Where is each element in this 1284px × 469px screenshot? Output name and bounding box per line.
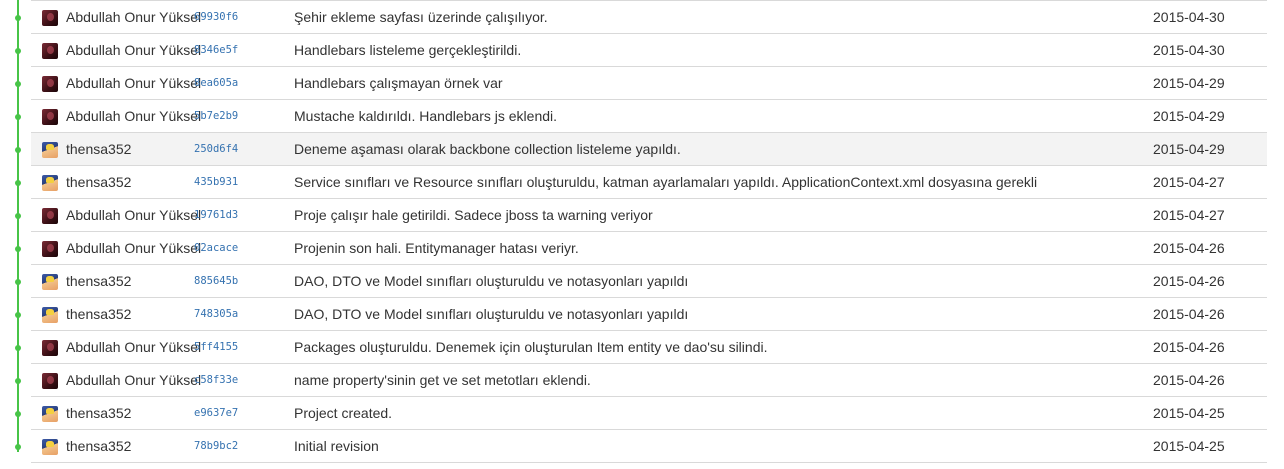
commit-row[interactable]: [0, 166, 1284, 199]
author-avatar[interactable]: [42, 307, 58, 323]
commit-date: 2015-04-27: [1153, 174, 1225, 190]
commit-author[interactable]: Abdullah Onur Yüksel: [66, 240, 202, 256]
commit-author[interactable]: thensa352: [66, 174, 132, 190]
commit-hash-link[interactable]: 8346e5f: [194, 44, 239, 56]
commit-hash-link[interactable]: 748305a: [194, 308, 239, 320]
commit-author[interactable]: thensa352: [66, 273, 132, 289]
commit-hash-link[interactable]: 435b931: [194, 176, 239, 188]
commit-message: Handlebars çalışmayan örnek var: [294, 75, 503, 91]
commit-author[interactable]: Abdullah Onur Yüksel: [66, 339, 202, 355]
commit-graph-dot: [15, 444, 21, 450]
commit-hash-link[interactable]: 885645b: [194, 275, 239, 287]
author-avatar[interactable]: [42, 43, 58, 59]
commit-message: Packages oluşturuldu. Denemek için oluşturulan Item entity ve dao'su silindi.: [294, 339, 768, 355]
commit-message: DAO, DTO ve Model sınıfları oluşturuldu ve notasyonları yapıldı: [294, 306, 689, 322]
commit-date: 2015-04-29: [1153, 141, 1225, 157]
commit-graph-dot: [15, 213, 21, 219]
commit-hash-link[interactable]: 78b9bc2: [194, 440, 239, 452]
commit-date: 2015-04-26: [1153, 372, 1225, 388]
commit-row[interactable]: [0, 298, 1284, 331]
commit-message: Initial revision: [294, 438, 379, 454]
commit-author[interactable]: Abdullah Onur Yüksel: [66, 75, 202, 91]
commit-hash-link[interactable]: 8ea605a: [194, 77, 239, 89]
commit-date: 2015-04-30: [1153, 42, 1225, 58]
author-avatar[interactable]: [42, 241, 58, 257]
commit-message: Deneme aşaması olarak backbone collection listeleme yapıldı.: [294, 141, 681, 157]
commit-row[interactable]: [0, 430, 1284, 463]
author-avatar[interactable]: [42, 373, 58, 389]
commit-row[interactable]: [0, 265, 1284, 298]
author-avatar[interactable]: [42, 340, 58, 356]
commit-date: 2015-04-25: [1153, 438, 1225, 454]
commit-graph-dot: [15, 48, 21, 54]
commit-graph-dot: [15, 246, 21, 252]
commit-graph-dot: [15, 345, 21, 351]
author-avatar[interactable]: [42, 109, 58, 125]
commit-hash-link[interactable]: 02acace: [194, 242, 239, 254]
commit-message: Projenin son hali. Entitymanager hatası veriyr.: [294, 240, 579, 256]
commit-row[interactable]: [0, 100, 1284, 133]
commit-date: 2015-04-29: [1153, 75, 1225, 91]
author-avatar[interactable]: [42, 274, 58, 290]
commit-row[interactable]: [0, 397, 1284, 430]
commit-date: 2015-04-29: [1153, 108, 1225, 124]
commit-date: 2015-04-25: [1153, 405, 1225, 421]
commit-graph-dot: [15, 15, 21, 21]
commit-author[interactable]: thensa352: [66, 405, 132, 421]
commit-graph-dot: [15, 114, 21, 120]
commit-message: Service sınıfları ve Resource sınıfları oluşturuldu, katman ayarlamaları yapıldı. ApplicationContext.xml dosyasına gerekli: [294, 174, 1038, 190]
commit-message: Project created.: [294, 405, 393, 421]
author-avatar[interactable]: [42, 142, 58, 158]
commit-graph-dot: [15, 279, 21, 285]
commit-row[interactable]: [0, 67, 1284, 100]
author-avatar[interactable]: [42, 406, 58, 422]
commit-date: 2015-04-27: [1153, 207, 1225, 223]
commit-author[interactable]: Abdullah Onur Yüksel: [66, 42, 202, 58]
commit-message: name property'sinin get ve set metotları eklendi.: [294, 372, 591, 388]
commit-author[interactable]: thensa352: [66, 141, 132, 157]
author-avatar[interactable]: [42, 76, 58, 92]
commit-graph-dot: [15, 411, 21, 417]
commit-hash-link[interactable]: 19761d3: [194, 209, 239, 221]
commit-row[interactable]: [0, 1, 1284, 34]
commit-message: Proje çalışır hale getirildi. Sadece jboss ta warning veriyor: [294, 207, 653, 223]
commit-author[interactable]: thensa352: [66, 306, 132, 322]
commit-hash-link[interactable]: 5ff4155: [194, 341, 239, 353]
commit-row[interactable]: [0, 133, 1284, 166]
author-avatar[interactable]: [42, 175, 58, 191]
commit-hash-link[interactable]: c58f33e: [194, 374, 239, 386]
commit-row[interactable]: [0, 199, 1284, 232]
commit-row[interactable]: [0, 232, 1284, 265]
commit-message: DAO, DTO ve Model sınıfları oluşturuldu ve notasyonları yapıldı: [294, 273, 689, 289]
commit-author[interactable]: Abdullah Onur Yüksel: [66, 207, 202, 223]
commit-author[interactable]: thensa352: [66, 438, 132, 454]
commit-hash-link[interactable]: e9637e7: [194, 407, 239, 419]
commit-hash-link[interactable]: 69930f6: [194, 11, 239, 23]
commit-graph-dot: [15, 81, 21, 87]
commit-message: Handlebars listeleme gerçekleştirildi.: [294, 42, 522, 58]
commit-graph-dot: [15, 378, 21, 384]
commit-graph-dot: [15, 147, 21, 153]
commit-graph-dot: [15, 180, 21, 186]
commit-author[interactable]: Abdullah Onur Yüksel: [66, 372, 202, 388]
commit-graph-dot: [15, 312, 21, 318]
commit-author[interactable]: Abdullah Onur Yüksel: [66, 9, 202, 25]
commit-hash-link[interactable]: 250d6f4: [194, 143, 239, 155]
commit-row[interactable]: [0, 364, 1284, 397]
commit-row[interactable]: [0, 34, 1284, 67]
author-avatar[interactable]: [42, 208, 58, 224]
commit-date: 2015-04-26: [1153, 339, 1225, 355]
commit-date: 2015-04-26: [1153, 240, 1225, 256]
commit-date: 2015-04-26: [1153, 273, 1225, 289]
commit-date: 2015-04-26: [1153, 306, 1225, 322]
commit-hash-link[interactable]: 5b7e2b9: [194, 110, 239, 122]
commit-date: 2015-04-30: [1153, 9, 1225, 25]
commit-message: Mustache kaldırıldı. Handlebars js eklendi.: [294, 108, 558, 124]
commit-author[interactable]: Abdullah Onur Yüksel: [66, 108, 202, 124]
commit-message: Şehir ekleme sayfası üzerinde çalışılıyor.: [294, 9, 548, 25]
author-avatar[interactable]: [42, 439, 58, 455]
commit-row[interactable]: [0, 331, 1284, 364]
author-avatar[interactable]: [42, 10, 58, 26]
